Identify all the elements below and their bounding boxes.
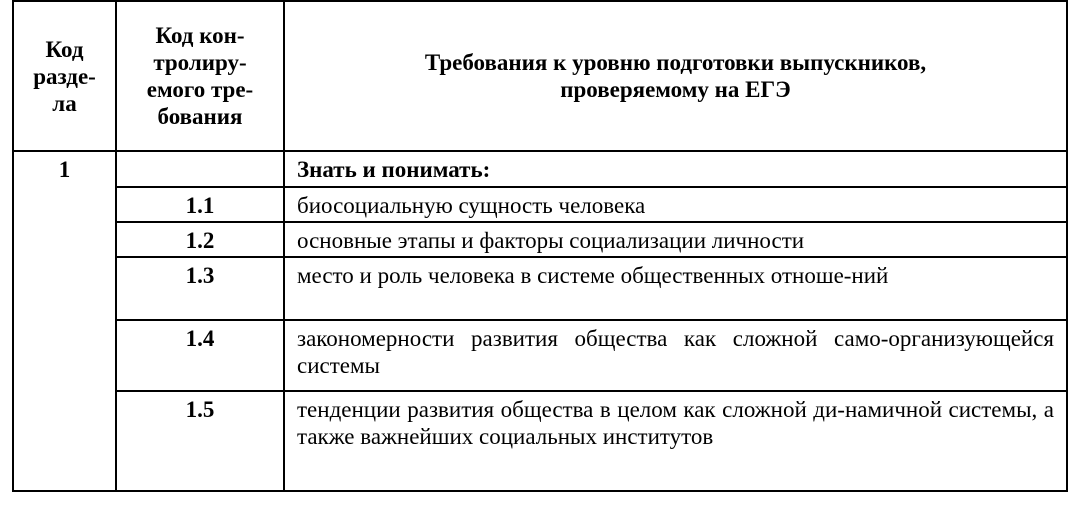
requirement-code: 1.5 <box>116 391 284 491</box>
header-requirement-code <box>116 1 284 151</box>
table-row <box>13 391 1067 491</box>
requirement-code: 1.3 <box>116 257 284 320</box>
requirement-text: тенденции развития общества в целом как сложной ди-намичной системы, а также важнейших социальных институтов <box>284 391 1067 491</box>
section-title: Знать и понимать: <box>284 151 1067 187</box>
requirement-text: основные этапы и факторы социализации личности <box>284 222 1067 257</box>
requirement-text: биосоциальную сущность человека <box>284 187 1067 222</box>
requirement-text: закономерности развития общества как сложной само-организующейся системы <box>284 320 1067 391</box>
header-section-code-label: Код разде- ла <box>33 36 96 116</box>
requirement-text: место и роль человека в системе общественных отноше-ний <box>284 257 1067 320</box>
table-row <box>13 222 1067 257</box>
header-requirement-code-label: Код кон- тролиру- емого тре- бования <box>146 23 254 129</box>
section-code: 1 <box>13 151 116 491</box>
table-header-row <box>13 1 1067 151</box>
header-requirements <box>284 1 1067 151</box>
table-row <box>13 151 1067 187</box>
table-row <box>13 257 1067 320</box>
table-row <box>13 320 1067 391</box>
table-row <box>13 187 1067 222</box>
requirements-table <box>12 0 1068 492</box>
requirement-code: 1.2 <box>116 222 284 257</box>
requirement-code: 1.4 <box>116 320 284 391</box>
empty-code-cell <box>116 151 284 187</box>
requirement-code: 1.1 <box>116 187 284 222</box>
header-section-code <box>13 1 116 151</box>
header-requirements-label: Требования к уровню подготовки выпускников, проверяемому на ЕГЭ <box>424 50 927 102</box>
